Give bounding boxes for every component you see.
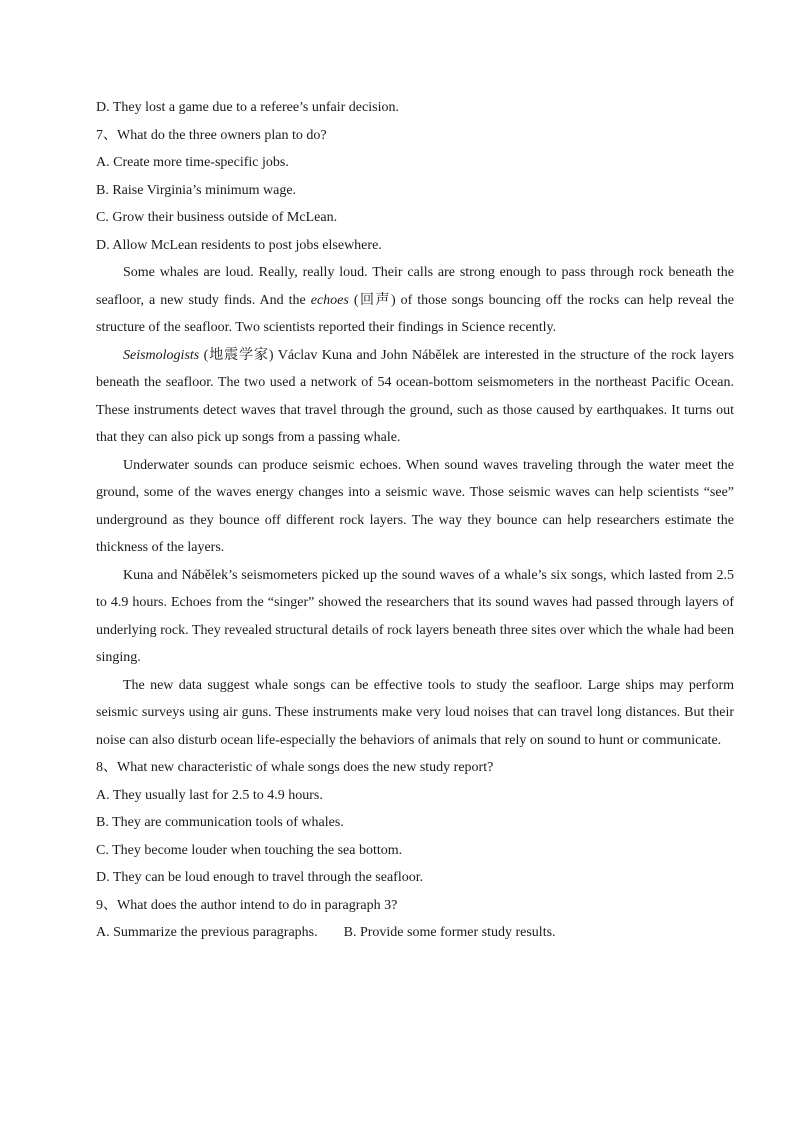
q9-stem: 9、What does the author intend to do in paragraph 3? <box>96 897 398 913</box>
q7-option-b: B. Raise Virginia’s minimum wage. <box>96 182 297 198</box>
q9-options-row <box>96 919 734 947</box>
p1-text-b: of those songs bouncing off the rocks can help reveal the structure of the seafloor. Two scientists reported their findings in Science recently. <box>96 292 734 335</box>
q8-option-c: C. They become louder when touching the sea bottom. <box>96 842 403 858</box>
q6-option-d: D. They lost a game due to a referee’s unfair decision. <box>96 100 399 115</box>
q8-option-b: B. They are communication tools of whales. <box>96 815 344 830</box>
p1-echoes-gloss: (回声) <box>348 292 401 308</box>
p2-term: Seismologists <box>123 347 200 363</box>
q7-option-d: D. Allow McLean residents to post jobs elsewhere. <box>96 237 382 253</box>
q7-option-a: A. Create more time-specific jobs. <box>96 155 289 170</box>
document-page <box>96 94 734 947</box>
q9-option-a: A. Summarize the previous paragraphs. <box>96 925 318 940</box>
p1-text-a: Some whales are loud. Really, really loud. Their calls are strong enough to pass through rock beneath the seafloor, a new study finds. And the <box>96 265 734 308</box>
q8-option-d: D. They can be loud enough to travel through the seafloor. <box>96 870 424 885</box>
passage-paragraph-2 <box>96 342 734 452</box>
p1-echoes-word: echoes <box>310 292 349 308</box>
passage-paragraph-5: The new data suggest whale songs can be effective tools to study the seafloor. Large ships may perform seismic surveys using air guns. These instruments make very loud noises that can travel long distances. But their noise can also disturb ocean life-especially the behaviors of animals that rely on sound to hunt or communicate. <box>96 677 734 748</box>
p2-rest: Václav Kuna and John Nábělek are interested in the structure of the rock layers beneath the seafloor. The two used a network of 54 ocean-bottom seismometers in the northeast Pacific Ocean. These instruments detect waves that travel through the ground, such as those caused by earthquakes. It turns out that they can also pick up songs from a passing whale. <box>96 347 734 445</box>
q8-stem: 8、What new characteristic of whale songs does the new study report? <box>96 760 494 775</box>
q8-option-a: A. They usually last for 2.5 to 4.9 hours. <box>96 787 323 803</box>
passage-paragraph-1 <box>96 259 734 342</box>
q9-option-b: B. Provide some former study results. <box>343 925 556 940</box>
passage-paragraph-3: Underwater sounds can produce seismic echoes. When sound waves traveling through the water meet the ground, some of the waves energy changes into a seismic wave. Those seismic waves can help scientists “see” underground as they bounce off different rock layers. The way they bounce can help researchers estimate the thickness of the layers. <box>96 457 734 555</box>
q7-stem: 7、What do the three owners plan to do? <box>96 127 327 143</box>
q7-option-c: C. Grow their business outside of McLean. <box>96 210 338 225</box>
passage-paragraph-4: Kuna and Nábělek’s seismometers picked up the sound waves of a whale’s six songs, which lasted from 2.5 to 4.9 hours. Echoes from the “singer” showed the researchers that its sound waves had passed through layers of underlying rock. They revealed structural details of rock layers beneath three sites over which the whale had been singing. <box>96 567 734 665</box>
p2-gloss: (地震学家) <box>199 347 278 363</box>
